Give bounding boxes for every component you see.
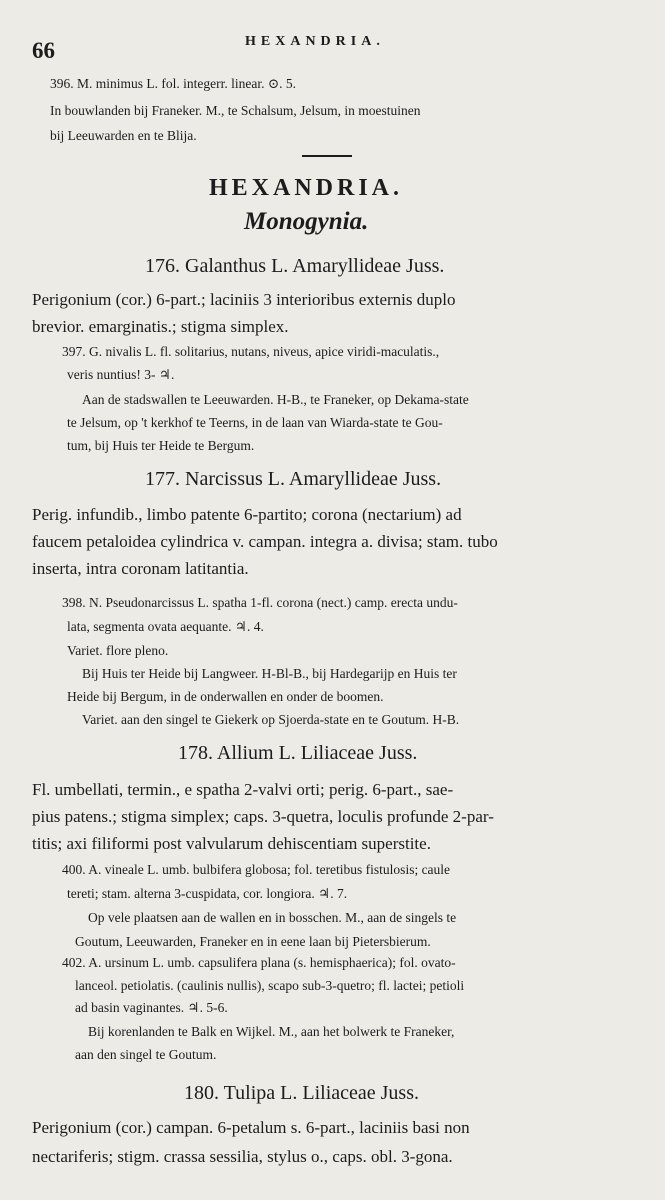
species-398-loc-3: Variet. aan den singel te Giekerk op Sjoerda-state en te Goutum. H-B. (82, 712, 460, 727)
species-397-loc-2: te Jelsum, op 't kerkhof te Teerns, in de laan van Wiarda-state te Gou- (67, 415, 443, 430)
genus-178-desc-3: titis; axi filiformi post valvularum dehiscentiam superstite. (32, 834, 431, 853)
species-396: 396. M. minimus L. fol. integerr. linear. ⊙. 5. (50, 76, 297, 91)
species-398-1: 398. N. Pseudonarcissus L. spatha 1-fl. corona (nect.) camp. erecta undu- (62, 595, 458, 610)
genus-176-desc-1: Perigonium (cor.) 6-part.; laciniis 3 interioribus externis duplo (32, 290, 456, 309)
species-396-localities-1: In bouwlanden bij Franeker. M., te Schalsum, Jelsum, in moestuinen (50, 103, 421, 118)
genus-178-desc-1: Fl. umbellati, termin., e spatha 2-valvi orti; perig. 6-part., sae- (32, 780, 454, 799)
species-397-1: 397. G. nivalis L. fl. solitarius, nutans, niveus, apice viridi-maculatis., (62, 344, 440, 359)
genus-178-desc-2: pius patens.; stigma simplex; caps. 3-quetra, loculis profunde 2-par- (32, 807, 494, 826)
genus-heading-176: 176. Galanthus L. Amaryllideae Juss. (145, 255, 445, 277)
running-head: HEXANDRIA. (245, 34, 385, 49)
page-number: 66 (32, 38, 55, 63)
genus-177-desc-3: inserta, intra coronam latitantia. (32, 559, 249, 578)
genus-177-desc-1: Perig. infundib., limbo patente 6-partito; corona (nectarium) ad (32, 505, 462, 524)
divider-rule (302, 155, 352, 157)
species-402-2: lanceol. petiolatis. (caulinis nullis), scapo sub-3-quetro; fl. lactei; petioli (75, 978, 465, 993)
genus-heading-178: 178. Allium L. Liliaceae Juss. (178, 742, 418, 764)
species-400-loc-1: Op vele plaatsen aan de wallen en in bosschen. M., aan de singels te (88, 910, 457, 925)
species-398-variety: Variet. flore pleno. (67, 643, 169, 658)
species-398-loc-1: Bij Huis ter Heide bij Langweer. H-Bl-B., bij Hardegarijp en Huis ter (82, 666, 457, 681)
species-397-loc-3: tum, bij Huis ter Heide te Bergum. (67, 438, 255, 453)
species-402-3: ad basin vaginantes. ♃. 5-6. (75, 1000, 228, 1015)
species-402-1: 402. A. ursinum L. umb. capsulifera plana (s. hemisphaerica); fol. ovato- (62, 955, 456, 970)
species-400-loc-2: Goutum, Leeuwarden, Franeker en in eene laan bij Pietersbierum. (75, 934, 431, 949)
species-397-2: veris nuntius! 3- ♃. (67, 367, 175, 382)
genus-180-desc-2: nectariferis; stigm. crassa sessilia, stylus o., caps. obl. 3-gona. (32, 1147, 453, 1166)
species-397-loc-1: Aan de stadswallen te Leeuwarden. H-B., te Franeker, op Dekama-state (82, 392, 469, 407)
species-402-loc-1: Bij korenlanden te Balk en Wijkel. M., aan het bolwerk te Franeker, (88, 1024, 455, 1039)
section-subtitle: Monogynia. (244, 208, 369, 235)
species-396-localities-2: bij Leeuwarden en te Blija. (50, 128, 197, 143)
species-398-2: lata, segmenta ovata aequante. ♃. 4. (67, 619, 264, 634)
species-400-2: tereti; stam. alterna 3-cuspidata, cor. longiora. ♃. 7. (67, 886, 348, 901)
section-title: HEXANDRIA. (209, 175, 404, 201)
species-400-1: 400. A. vineale L. umb. bulbifera globosa; fol. teretibus fistulosis; caule (62, 862, 451, 877)
genus-heading-177: 177. Narcissus L. Amaryllideae Juss. (145, 468, 442, 490)
genus-176-desc-2: brevior. emarginatis.; stigma simplex. (32, 317, 289, 336)
genus-heading-180: 180. Tulipa L. Liliaceae Juss. (184, 1082, 419, 1104)
species-398-loc-2: Heide bij Bergum, in de onderwallen en onder de boomen. (67, 689, 384, 704)
species-402-loc-2: aan den singel te Goutum. (75, 1047, 217, 1062)
genus-177-desc-2: faucem petaloidea cylindrica v. campan. integra a. divisa; stam. tubo (32, 532, 498, 551)
genus-180-desc-1: Perigonium (cor.) campan. 6-petalum s. 6-part., laciniis basi non (32, 1118, 470, 1137)
